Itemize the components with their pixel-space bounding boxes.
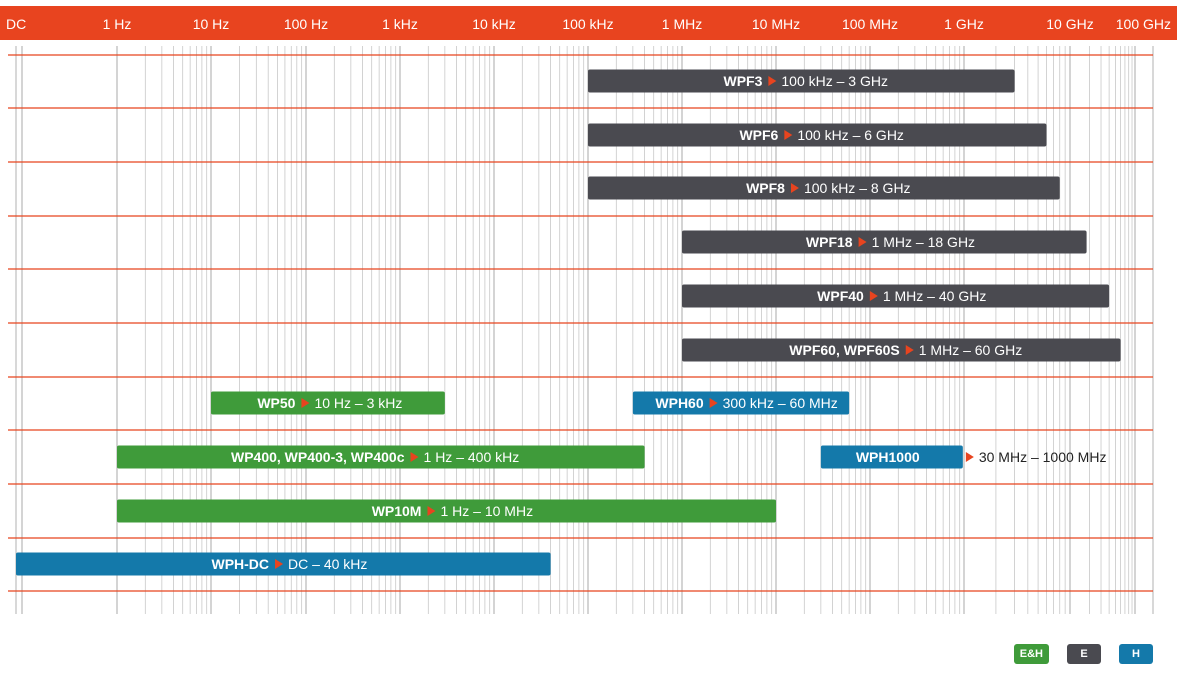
bar-name: WPF3	[723, 73, 763, 89]
bar-range: DC – 40 kHz	[288, 556, 368, 572]
x-tick-label: 100 GHz	[1115, 16, 1171, 32]
x-tick-label: 1 GHz	[944, 16, 984, 32]
legend-eh: E&H	[1014, 644, 1049, 664]
bar-range: 300 kHz – 60 MHz	[722, 395, 838, 411]
x-tick-label: 1 kHz	[382, 16, 418, 32]
x-tick-label: 1 MHz	[661, 16, 703, 32]
bar-range: 30 MHz – 1000 MHz	[978, 449, 1107, 465]
x-tick-label: 10 GHz	[1046, 16, 1094, 32]
bar-name: WPH-DC	[211, 556, 270, 572]
x-tick-label: DC	[6, 16, 27, 32]
bar-name: WP10M	[371, 503, 422, 519]
bar-range: 1 MHz – 60 GHz	[918, 342, 1023, 358]
bar-range: 1 MHz – 18 GHz	[871, 234, 976, 250]
bar-name: WP400, WP400-3, WP400c	[230, 449, 405, 465]
x-tick-label: 100 Hz	[283, 16, 329, 32]
bar-name: WPF60, WPF60S	[789, 342, 900, 358]
bar-range: 100 kHz – 6 GHz	[797, 127, 904, 143]
x-tick-label: 10 MHz	[751, 16, 801, 32]
bar-range: 1 Hz – 400 kHz	[423, 449, 520, 465]
x-tick-label: 10 kHz	[472, 16, 516, 32]
range-bar	[16, 553, 551, 576]
bar-range: 100 kHz – 8 GHz	[803, 180, 911, 196]
bar-name: WPF8	[746, 180, 785, 196]
bar-name: WP50	[257, 395, 296, 411]
bar-range: 1 MHz – 40 GHz	[882, 288, 987, 304]
bar-range: 1 Hz – 10 MHz	[440, 503, 534, 519]
x-tick-label: 10 Hz	[192, 16, 230, 32]
bar-name: WPH60	[655, 395, 704, 411]
arrow-icon	[966, 452, 974, 462]
bar-range: 100 kHz – 3 GHz	[781, 73, 888, 89]
range-bar	[682, 339, 1121, 362]
x-tick-label: 1 Hz	[102, 16, 132, 32]
legend-e: E	[1067, 644, 1101, 664]
bar-name: WPH1000	[855, 449, 920, 465]
legend	[1014, 644, 1153, 664]
bar-name: WPF18	[805, 234, 853, 250]
legend-h: H	[1119, 644, 1153, 664]
bar-range: 10 Hz – 3 kHz	[314, 395, 403, 411]
x-tick-label: 100 kHz	[562, 16, 614, 32]
bar-name: WPF6	[739, 127, 779, 143]
x-tick-label: 100 MHz	[841, 16, 899, 32]
bar-name: WPF40	[817, 288, 864, 304]
